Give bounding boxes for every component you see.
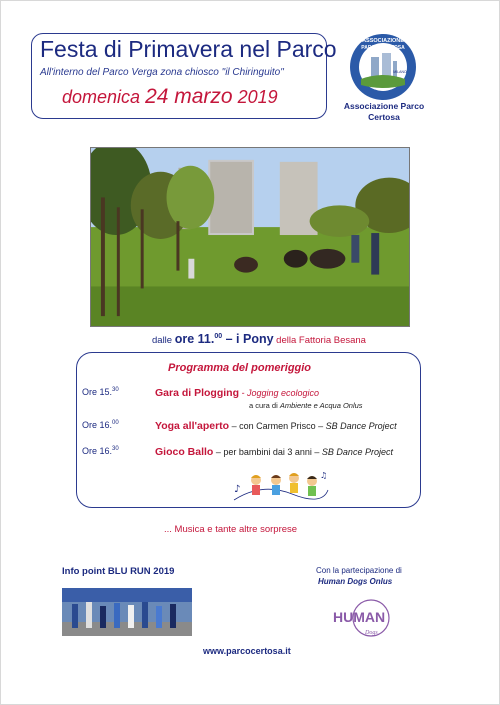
- event-subtitle: All'interno del Parco Verga zona chiosco "il Chiringuito": [40, 67, 284, 78]
- row-2-event-name: Yoga all'aperto: [155, 420, 230, 432]
- svg-text:♪: ♪: [234, 484, 241, 495]
- dancing-kids-illustration: [232, 470, 330, 506]
- row-1-sub-prefix: a cura di: [249, 401, 280, 410]
- event-title: Festa di Primavera nel Parco: [40, 36, 337, 62]
- partner-name: Human Dogs Onlus: [318, 577, 393, 586]
- date-main: 24 marzo: [145, 85, 233, 108]
- association-logo: [349, 33, 417, 101]
- row-3-time-text: Ore 16.: [82, 446, 113, 456]
- pony-farm: della Fattoria Besana: [273, 335, 366, 346]
- program-row-3-event: [155, 446, 393, 458]
- event-date: [62, 85, 278, 109]
- pony-time-text: ore 11.: [174, 332, 215, 346]
- row-1-event-detail: - Jogging ecologico: [239, 388, 320, 398]
- row-2-time-text: Ore 16.: [82, 420, 113, 430]
- row-1-sub-org: Ambiente e Acqua Onlus: [279, 401, 363, 410]
- program-row-1-sub: [249, 401, 363, 410]
- row-3-time-sup: 30: [112, 446, 119, 452]
- blu-run-photo: [62, 588, 192, 636]
- row-2-time-sup: 00: [112, 420, 119, 426]
- pony-time: [175, 332, 274, 346]
- human-dogs-logo: [331, 596, 397, 644]
- program-row-2-time: [82, 420, 119, 430]
- program-row-3-time: [82, 446, 119, 456]
- row-1-event-name: Gara di Plogging: [155, 387, 240, 399]
- partner-intro: Con la partecipazione di: [316, 566, 402, 575]
- human-logo-text: HUMAN: [333, 609, 386, 625]
- row-1-time-sup: 30: [112, 387, 119, 393]
- date-year: 2019: [232, 87, 278, 107]
- program-row-2-event: [155, 420, 397, 432]
- info-point-label: Info point BLU RUN 2019: [62, 566, 175, 577]
- svg-text:♫: ♫: [320, 471, 328, 480]
- pony-info: [152, 332, 366, 346]
- program-row-1-event: [155, 387, 319, 399]
- association-name-line2: Certosa: [368, 112, 400, 122]
- pony-label: – i Pony: [222, 332, 274, 346]
- logo-bottom-text: MILANO: [393, 70, 407, 74]
- row-3-event-detail2: SB Dance Project: [321, 447, 393, 457]
- program-row-1-time: [82, 387, 119, 397]
- row-3-event-detail: – per bambini dai 3 anni –: [213, 447, 322, 457]
- row-2-event-detail2: SB Dance Project: [325, 421, 397, 431]
- park-ponies-photo: [90, 147, 410, 327]
- row-2-event-detail: – con Carmen Prisco –: [229, 421, 326, 431]
- row-1-time-text: Ore 15.: [82, 387, 113, 397]
- logo-top-text: ASSOCIAZIONE: [362, 38, 404, 44]
- association-name: [336, 101, 432, 123]
- musica-text: ... Musica e tante altre sorprese: [164, 524, 298, 535]
- logo-ring-text: PARCO CERTOSA: [361, 45, 405, 51]
- program-title: Programma del pomeriggio: [168, 362, 312, 374]
- date-prefix: domenica: [62, 87, 146, 107]
- row-3-event-name: Gioco Ballo: [155, 446, 214, 458]
- pony-prefix: dalle: [152, 335, 175, 346]
- association-name-line1: Associazione Parco: [343, 101, 425, 111]
- website-link[interactable]: www.parcocertosa.it: [203, 646, 291, 656]
- pony-time-sup: 00: [214, 332, 223, 340]
- human-logo-sub: Dogs: [365, 630, 378, 636]
